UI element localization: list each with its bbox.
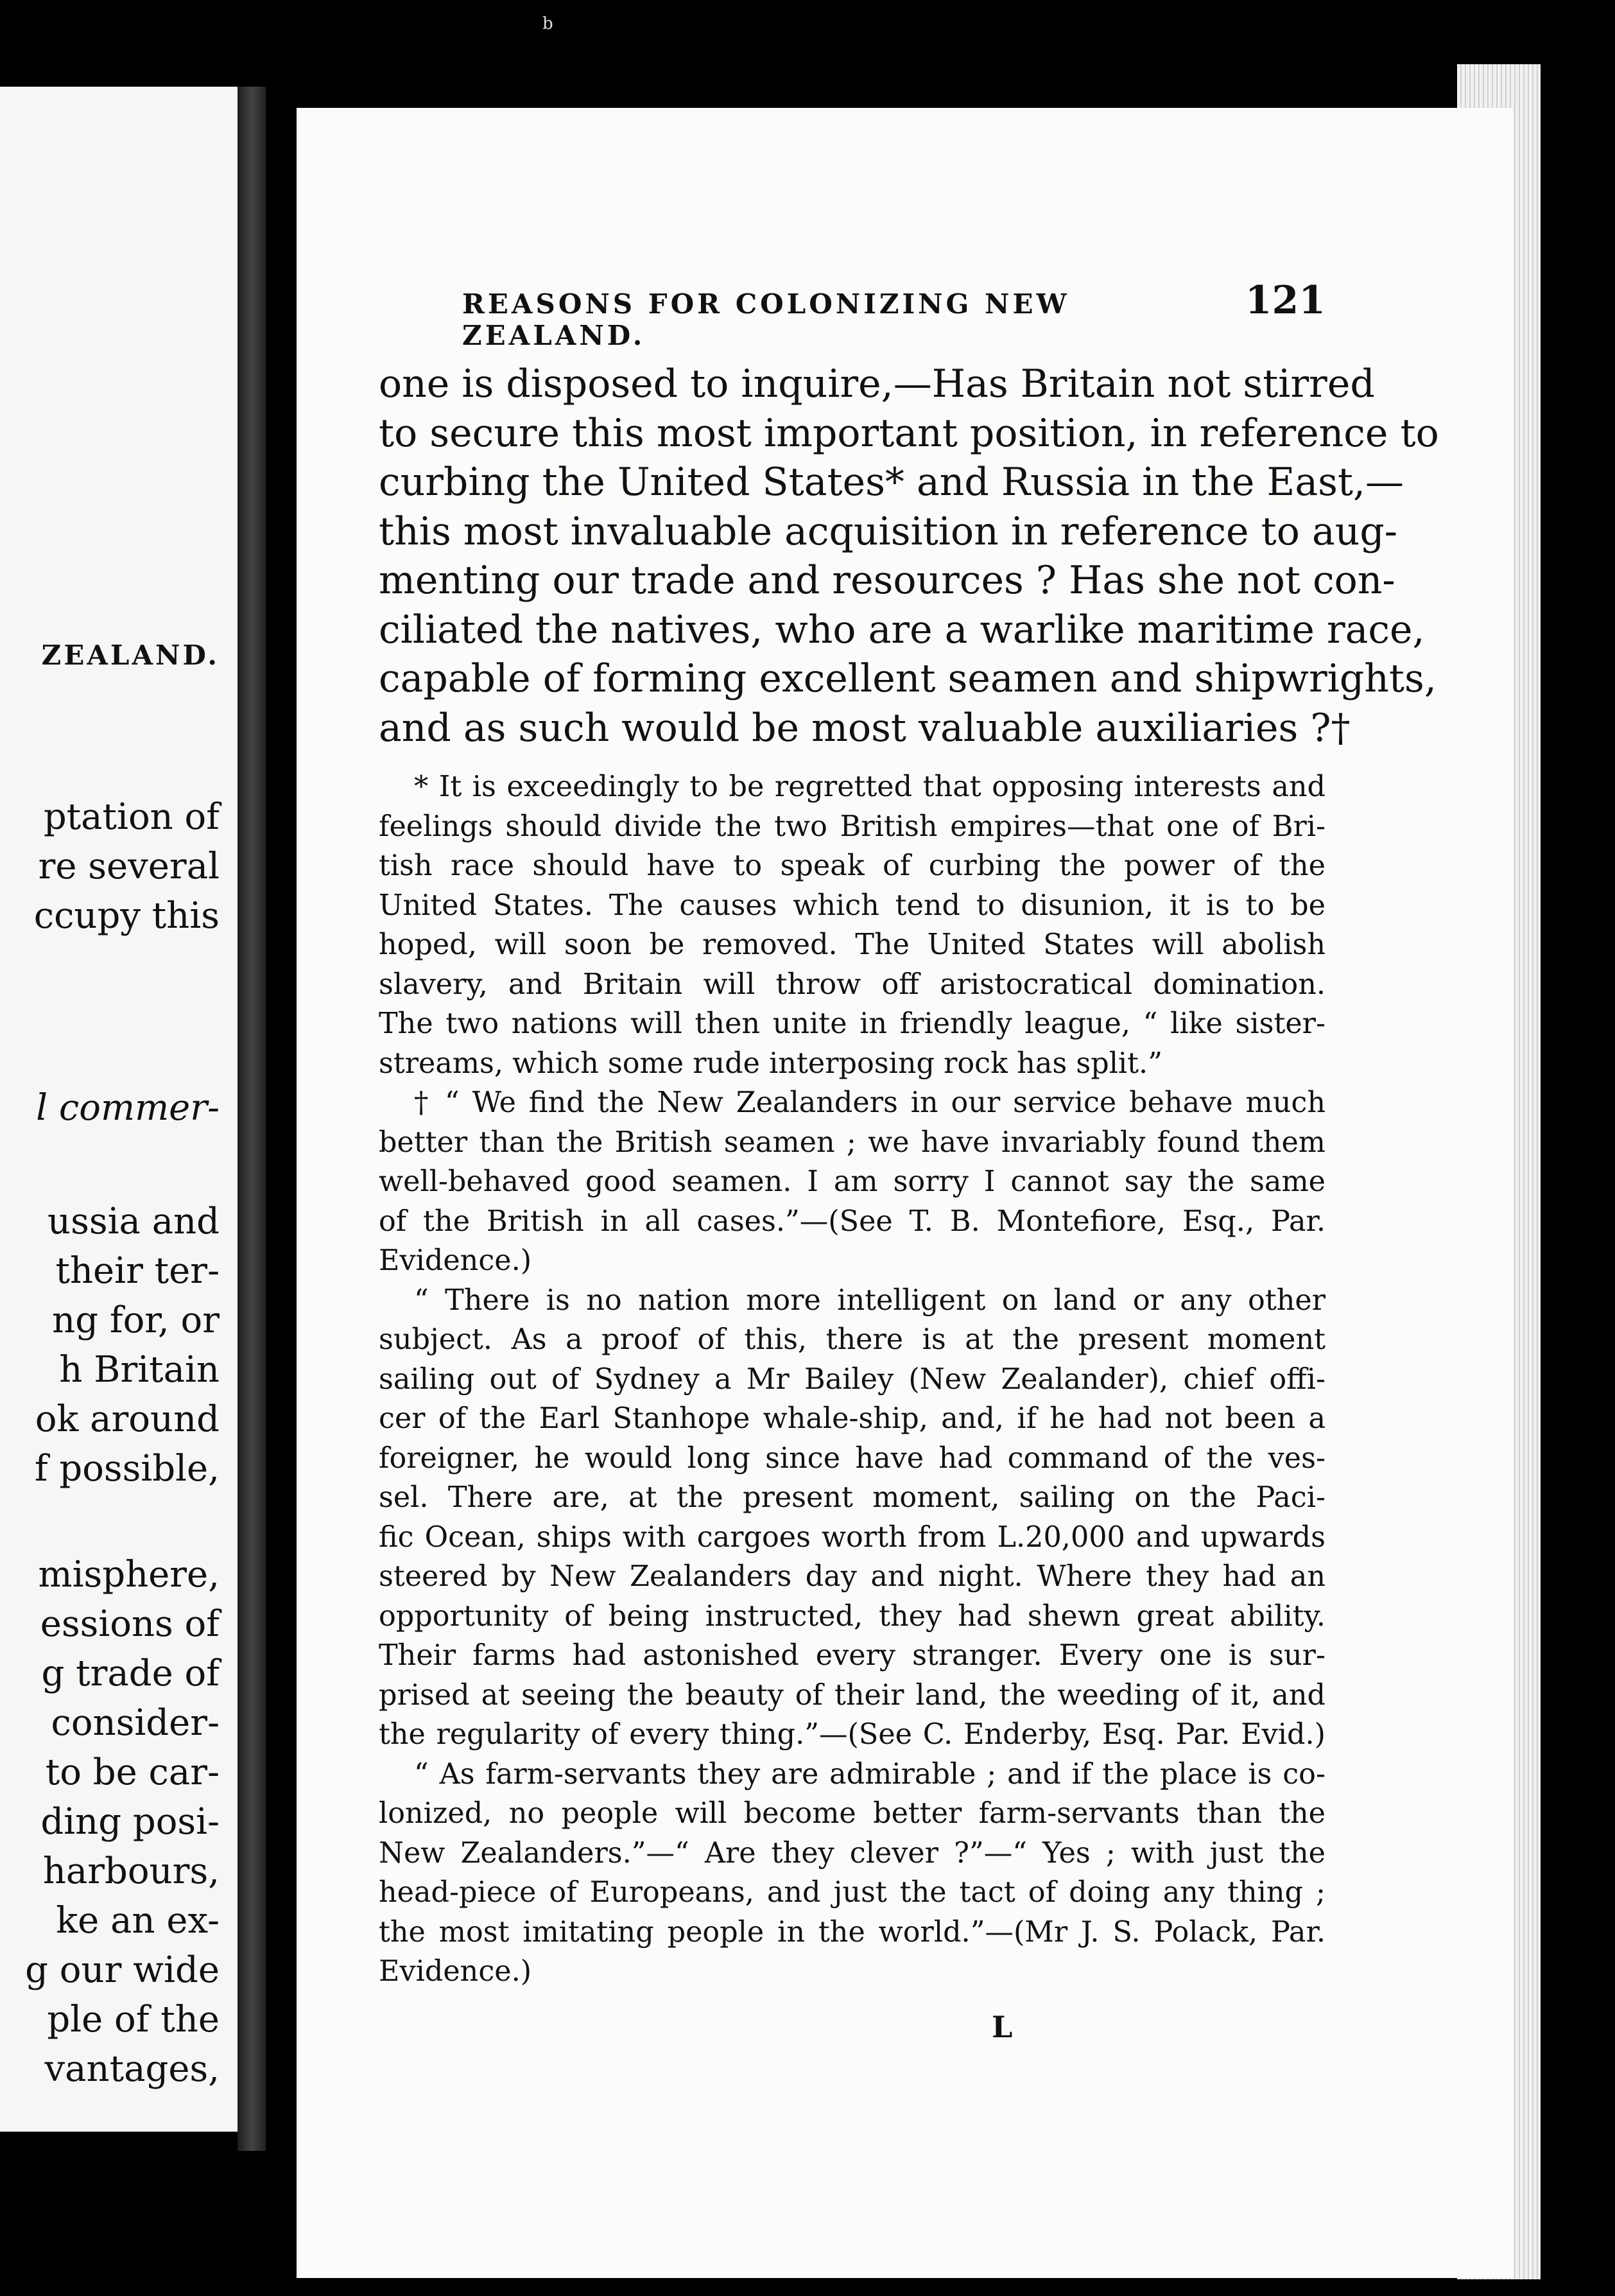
- footnote-asterisk: [379, 767, 1326, 1083]
- signature-mark: L: [992, 2010, 1013, 2044]
- footnote-line: subject. As a proof of this, there is at the present moment: [379, 1323, 1326, 1356]
- footnote-dagger: [379, 1083, 1326, 1281]
- footnote-line: of the British in all cases.”—(See T. B. Montefiore, Esq., Par.: [379, 1205, 1326, 1238]
- footnote-line: head-piece of Europeans, and just the tact of doing any thing ;: [379, 1876, 1326, 1909]
- left-page-fragment: ple of the: [47, 1999, 220, 2040]
- footnote-line: prised at seeing the beauty of their land, the weeding of it, and: [379, 1678, 1326, 1712]
- left-page-fragment: ZEALAND.: [41, 639, 220, 671]
- left-page-fragment: to be car-: [45, 1752, 220, 1793]
- footnote-line: Evidence.): [379, 1955, 532, 1988]
- body-line: capable of forming excellent seamen and shipwrights,: [379, 656, 1437, 701]
- footnote-line: well-behaved good seamen. I am sorry I cannot say the same: [379, 1165, 1326, 1198]
- footnote-line: opportunity of being instructed, they had shewn great ability.: [379, 1599, 1326, 1633]
- footnote-line: Their farms had astonished every stranger. Every one is sur-: [379, 1639, 1326, 1672]
- footnote-line: The two nations will then unite in friendly league, “ like sister-: [379, 1007, 1326, 1040]
- running-head: [462, 278, 1326, 351]
- footnote-line: steered by New Zealanders day and night. Where they had an: [379, 1560, 1326, 1593]
- footnote-line: better than the British seamen ; we have invariably found them: [379, 1126, 1326, 1159]
- footnotes: [379, 767, 1326, 1992]
- left-page-fragment: ussia and: [48, 1201, 220, 1242]
- footnote-line: feelings should divide the two British empires—that one of Bri-: [379, 810, 1326, 843]
- left-page-fragment: ng for, or: [52, 1300, 220, 1341]
- left-page-fragment: g our wide: [25, 1949, 220, 1991]
- left-page-fragment: ok around: [35, 1398, 220, 1440]
- running-head-title: REASONS FOR COLONIZING NEW ZEALAND.: [462, 288, 1070, 351]
- left-page: [0, 87, 238, 2132]
- body-line: ciliated the natives, who are a warlike maritime race,: [379, 607, 1425, 652]
- body-line: to secure this most important position, in reference to: [379, 410, 1439, 456]
- footnote-line: Evidence.): [379, 1244, 532, 1277]
- left-page-fragment: harbours,: [42, 1850, 220, 1892]
- footnote-line: foreigner, he would long since have had command of the ves-: [379, 1441, 1326, 1475]
- footnote-line: lonized, no people will become better farm-servants than the: [379, 1797, 1326, 1830]
- scan-speck: b: [542, 14, 553, 33]
- body-line: and as such would be most valuable auxiliaries ?†: [379, 705, 1351, 751]
- left-page-fragment: consider-: [51, 1702, 220, 1744]
- footnote-line: tish race should have to speak of curbing the power of the: [379, 849, 1326, 882]
- left-page-fragment: h Britain: [59, 1349, 220, 1391]
- left-page-fragment: their ter-: [55, 1250, 220, 1292]
- left-page-fragment: misphere,: [38, 1554, 220, 1596]
- footnote-line: hoped, will soon be removed. The United States will abolish: [379, 928, 1326, 961]
- footnote-line: sel. There are, at the present moment, sailing on the Paci-: [379, 1481, 1326, 1514]
- left-page-fragment: l commer-: [36, 1087, 220, 1129]
- footnote-polack: [379, 1755, 1326, 1992]
- body-line: curbing the United States* and Russia in the East,—: [379, 460, 1404, 505]
- book-gutter: [238, 87, 266, 2151]
- left-page-fragment: f possible,: [34, 1448, 220, 1490]
- left-page-fragment: ptation of: [43, 796, 220, 838]
- left-page-fragment: ding posi-: [40, 1801, 220, 1843]
- left-page-fragment: ccupy this: [33, 895, 220, 937]
- footnote-line: streams, which some rude interposing rock has split.”: [379, 1047, 1162, 1080]
- footnote-line: United States. The causes which tend to disunion, it is to be: [379, 889, 1326, 922]
- footnote-line: New Zealanders.”—“ Are they clever ?”—“ Yes ; with just the: [379, 1836, 1326, 1870]
- body-text: [379, 360, 1439, 752]
- left-page-fragment: ke an ex-: [56, 1900, 220, 1942]
- left-page-fragment: vantages,: [44, 2048, 220, 2090]
- footnote-enderby: [379, 1281, 1326, 1755]
- body-line: menting our trade and resources ? Has she not con-: [379, 558, 1395, 603]
- footnote-line: † “ We find the New Zealanders in our service behave much: [414, 1086, 1326, 1119]
- footnote-line: “ As farm-servants they are admirable ; and if the place is co-: [414, 1757, 1326, 1791]
- left-page-fragment: essions of: [40, 1603, 220, 1645]
- left-page-fragment: re several: [38, 846, 220, 887]
- body-line: this most invaluable acquisition in reference to aug-: [379, 509, 1398, 554]
- footnote-line: the regularity of every thing.”—(See C. Enderby, Esq. Par. Evid.): [379, 1718, 1326, 1751]
- footnote-line: cer of the Earl Stanhope whale-ship, and, if he had not been a: [379, 1402, 1326, 1435]
- footnote-line: * It is exceedingly to be regretted that opposing interests and: [414, 770, 1326, 803]
- page-number: 121: [1245, 278, 1326, 323]
- footnote-line: the most imitating people in the world.”—(Mr J. S. Polack, Par.: [379, 1915, 1326, 1949]
- footnote-line: sailing out of Sydney a Mr Bailey (New Zealander), chief offi-: [379, 1362, 1326, 1396]
- body-line: one is disposed to inquire,—Has Britain not stirred: [379, 361, 1375, 406]
- footnote-line: fic Ocean, ships with cargoes worth from L.20,000 and upwards: [379, 1520, 1326, 1554]
- footnote-line: slavery, and Britain will throw off aristocratical domination.: [379, 968, 1326, 1001]
- left-page-fragment: g trade of: [41, 1653, 220, 1694]
- footnote-line: “ There is no nation more intelligent on land or any other: [414, 1283, 1326, 1317]
